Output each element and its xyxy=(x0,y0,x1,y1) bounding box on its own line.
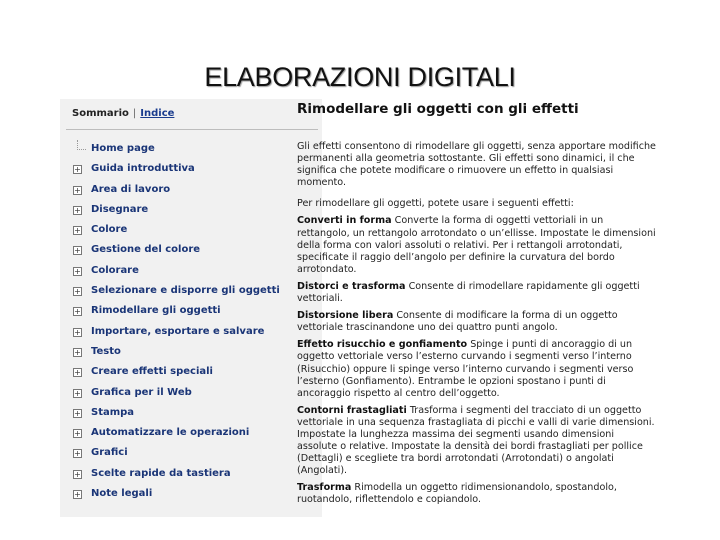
definition-term: Converti in forma xyxy=(297,215,392,227)
expand-icon[interactable]: + xyxy=(74,429,81,439)
sidebar-item-label[interactable]: Rimodellare gli oggetti xyxy=(91,305,221,317)
tab-index[interactable]: Indice xyxy=(140,108,175,119)
expand-icon[interactable]: + xyxy=(74,449,81,459)
expand-icon[interactable]: + xyxy=(74,266,81,276)
sidebar-item-label[interactable]: Testo xyxy=(91,345,121,357)
definition-paragraph xyxy=(297,405,657,478)
sidebar-item-label[interactable]: Gestione del colore xyxy=(91,244,201,256)
sidebar-item[interactable] xyxy=(73,346,318,366)
sidebar-item[interactable] xyxy=(73,163,318,183)
tree-connector xyxy=(77,140,86,150)
sidebar-item-label[interactable]: Grafici xyxy=(91,447,128,459)
sidebar-item[interactable] xyxy=(73,244,318,264)
definition-text: Converte la forma di oggetti vettoriali in un rettangolo, un rettangolo arrotondato o un’ellisse. Impostate le dimensioni della forma con valori assoluti o relativi. Per i rettangoli arrotondati, specificate il raggio dell’angolo per definire la curvatura del bordo arrotondato. xyxy=(297,215,656,275)
expand-icon[interactable]: + xyxy=(74,246,81,256)
sidebar-tabs xyxy=(72,108,174,119)
sidebar-item-label[interactable]: Colorare xyxy=(91,264,139,276)
sidebar-item[interactable] xyxy=(73,468,318,488)
definition-text: Rimodella un oggetto ridimensionandolo, spostandolo, ruotandolo, riflettendolo e copiandolo. xyxy=(297,482,617,506)
definition-text: Trasforma i segmenti del tracciato di un oggetto vettoriale in una sequenza frastagliata di picchi e valli di varie dimensioni. Impostate la lunghezza massima dei segmenti usando dimensioni assolute o relative. Impostate la densità dei bordi frastagliati per pollice (Dettagli) e scegliete tra bordi arrotondati (Arrotondati) o angolati (Angolati). xyxy=(297,404,655,477)
expand-icon[interactable]: + xyxy=(74,226,81,236)
sidebar-item[interactable] xyxy=(73,366,318,386)
definition-term: Trasforma xyxy=(297,482,352,494)
expand-icon[interactable]: + xyxy=(74,490,81,500)
page-title: Rimodellare gli oggetti con gli effetti xyxy=(297,101,579,117)
sidebar-item[interactable] xyxy=(73,447,318,467)
definition-paragraph xyxy=(297,281,657,305)
sidebar-item-label[interactable]: Area di lavoro xyxy=(91,183,171,195)
sidebar-item[interactable] xyxy=(73,387,318,407)
expand-icon[interactable]: + xyxy=(74,368,81,378)
expand-icon[interactable]: + xyxy=(74,287,81,297)
sidebar-item[interactable] xyxy=(73,305,318,325)
definition-text: Spinge i punti di ancoraggio di un oggetto vettoriale verso l’esterno curvando i segmenti verso l’interno (Risucchio) oppure li spinge verso l’interno curvando i segmenti verso l’esterno (Gonfiamento). Entrambe le opzioni spostano i punti di ancoraggio rispetto al centro dell’oggetto. xyxy=(297,339,634,399)
tab-separator: | xyxy=(132,108,137,119)
definition-text: Consente di rimodellare rapidamente gli oggetti vettoriali. xyxy=(297,280,640,305)
definition-term: Contorni frastagliati xyxy=(297,404,407,416)
expand-icon[interactable]: + xyxy=(74,388,81,398)
expand-icon[interactable]: + xyxy=(74,205,81,215)
sidebar-item[interactable] xyxy=(73,427,318,447)
definition-term: Effetto risucchio e gonfiamento xyxy=(297,339,468,351)
sidebar-item[interactable] xyxy=(73,488,318,508)
slide-title: ELABORAZIONI DIGITALI xyxy=(204,62,516,92)
sidebar-item[interactable] xyxy=(73,224,318,244)
intro-paragraph: Gli effetti consentono di rimodellare gli oggetti, senza apportare modifiche permanenti alla geometria sottostante. Gli effetti sono dinamici, il che significa che potete modificare o rimuovere un effetto in qualsiasi momento. xyxy=(297,141,656,189)
definition-text: Consente di modificare la forma di un oggetto vettoriale trascinandone uno dei quattro punti angolo. xyxy=(297,310,618,334)
definition-term: Distorsione libera xyxy=(297,310,394,322)
effects-definitions xyxy=(297,215,657,506)
sidebar-item-label[interactable]: Importare, esportare e salvare xyxy=(91,325,265,337)
sidebar-item[interactable] xyxy=(73,265,318,285)
sidebar-item-label[interactable]: Home page xyxy=(91,143,155,154)
sidebar-item[interactable] xyxy=(73,326,318,346)
sidebar-item[interactable] xyxy=(73,285,318,305)
definition-paragraph xyxy=(297,482,657,506)
expand-icon[interactable]: + xyxy=(74,327,81,337)
definition-term: Distorci e trasforma xyxy=(297,280,406,292)
lead-paragraph: Per rimodellare gli oggetti, potete usare i seguenti effetti: xyxy=(297,198,574,210)
expand-icon[interactable]: + xyxy=(74,185,81,195)
table-of-contents xyxy=(73,143,318,508)
sidebar-item-label[interactable]: Selezionare e disporre gli oggetti xyxy=(91,285,280,297)
sidebar-item-label[interactable]: Colore xyxy=(91,224,128,236)
expand-icon[interactable]: + xyxy=(74,469,81,479)
help-content xyxy=(297,101,657,507)
sidebar-item-label[interactable]: Creare effetti speciali xyxy=(91,366,213,378)
sidebar-divider xyxy=(66,129,318,130)
sidebar-item-label[interactable]: Grafica per il Web xyxy=(91,386,192,398)
expand-icon[interactable]: + xyxy=(74,408,81,418)
tab-contents[interactable]: Sommario xyxy=(72,108,129,119)
help-sidebar xyxy=(60,99,322,517)
definition-paragraph xyxy=(297,339,657,399)
expand-icon[interactable]: + xyxy=(74,165,81,175)
sidebar-item-label[interactable]: Note legali xyxy=(91,488,153,500)
sidebar-item[interactable] xyxy=(73,204,318,224)
sidebar-item-label[interactable]: Automatizzare le operazioni xyxy=(91,427,250,439)
sidebar-item-label[interactable]: Scelte rapide da tastiera xyxy=(91,467,231,479)
expand-icon[interactable]: + xyxy=(74,307,81,317)
definition-paragraph xyxy=(297,215,657,275)
sidebar-item-label[interactable]: Stampa xyxy=(91,406,135,418)
definition-paragraph xyxy=(297,310,657,334)
sidebar-item[interactable] xyxy=(73,407,318,427)
sidebar-item-label[interactable]: Disegnare xyxy=(91,203,149,215)
sidebar-item[interactable] xyxy=(73,184,318,204)
sidebar-item[interactable] xyxy=(73,143,318,163)
expand-icon[interactable]: + xyxy=(74,347,81,357)
sidebar-item-label[interactable]: Guida introduttiva xyxy=(91,163,195,175)
